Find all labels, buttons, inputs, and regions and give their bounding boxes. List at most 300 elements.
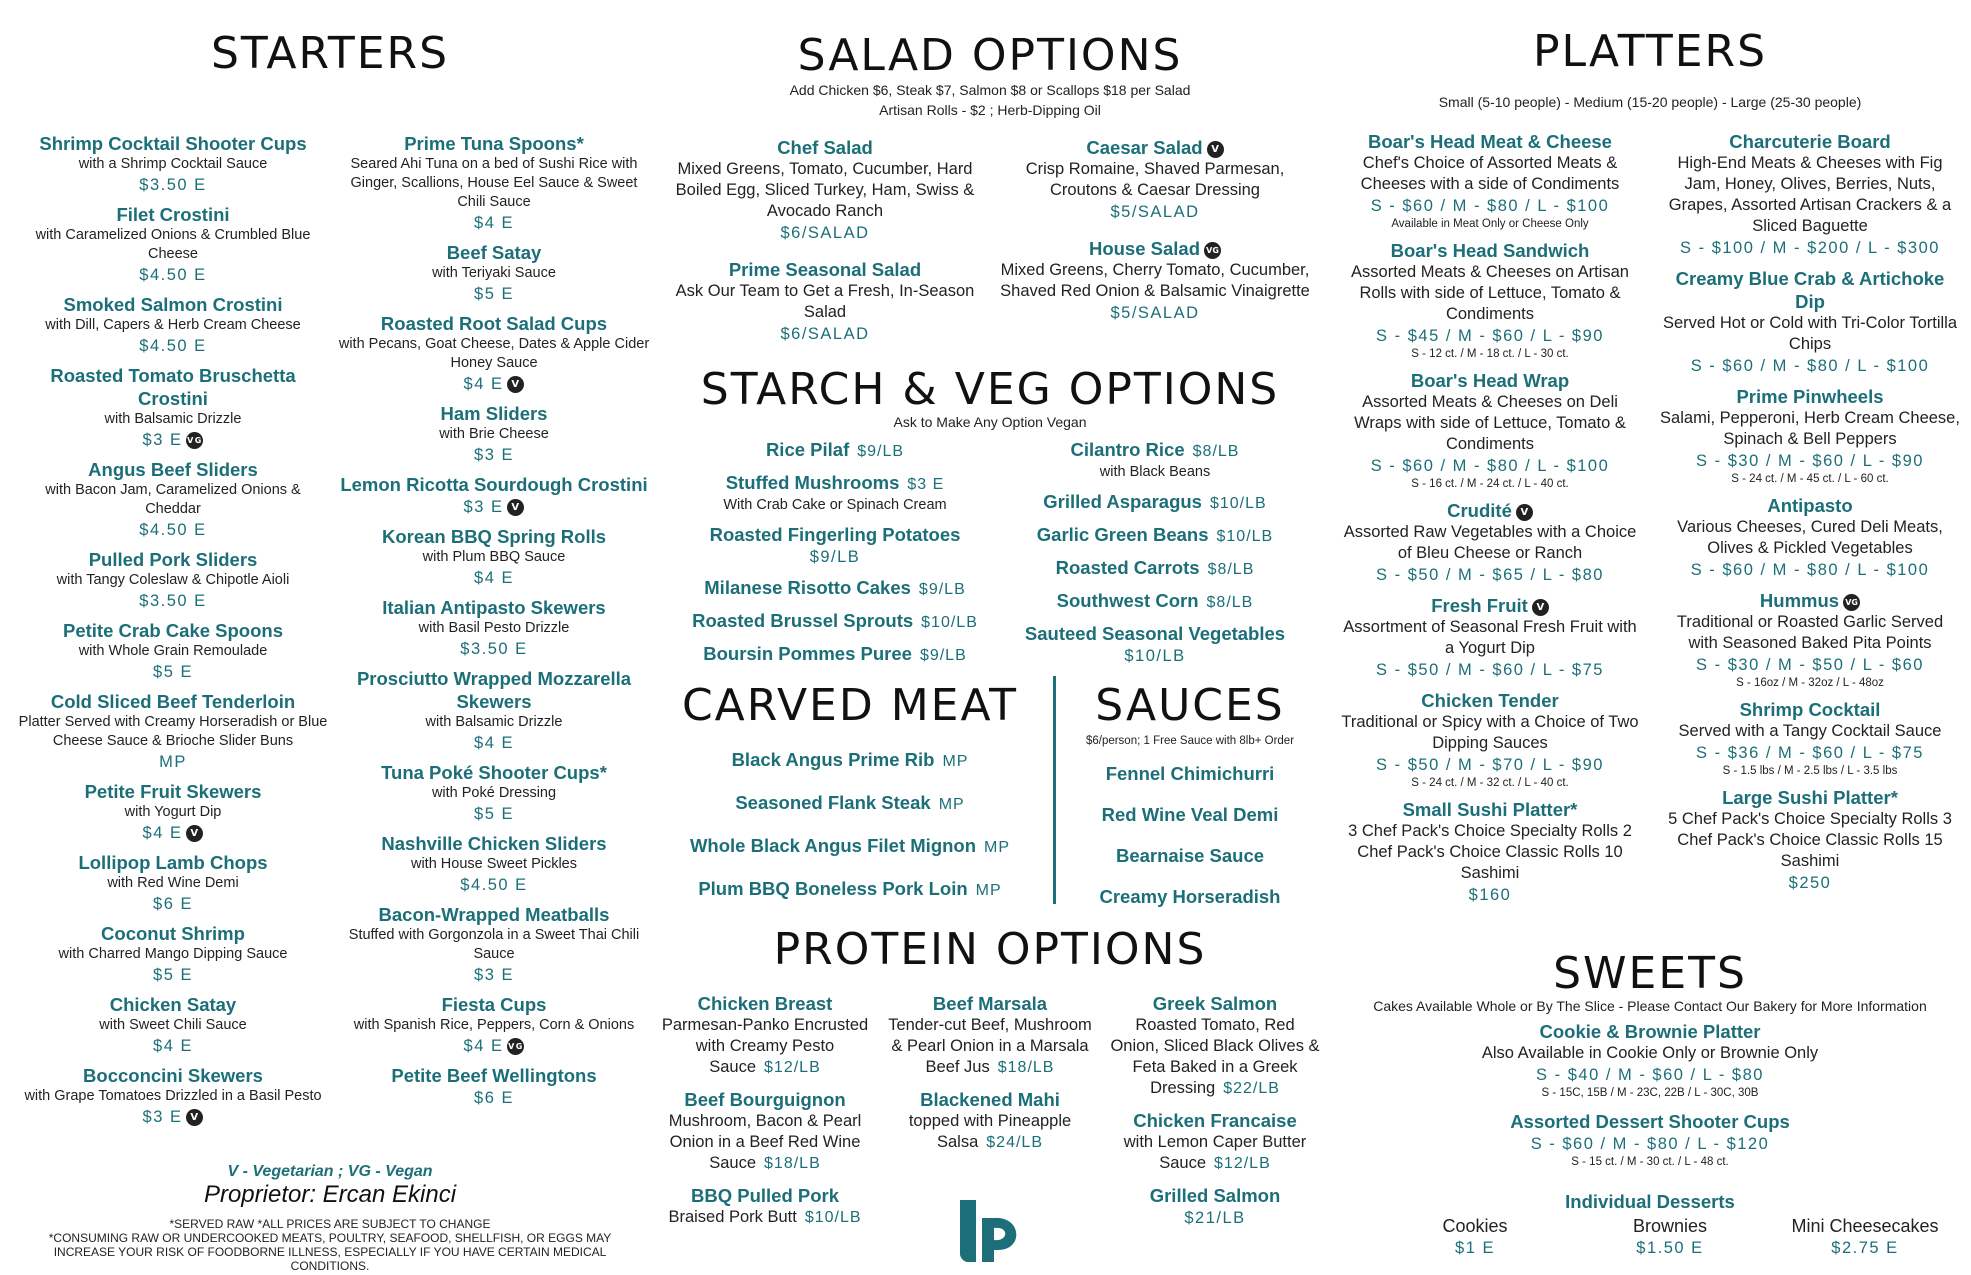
- menu-item: [1000, 136, 1310, 223]
- platter-item: [1340, 130, 1640, 231]
- item-price: MP: [975, 882, 1002, 899]
- item-price: $5 E: [474, 805, 514, 823]
- menu-item: [18, 1064, 328, 1128]
- item-name: Beef Bourguignon: [684, 1089, 846, 1110]
- item-description: Parmesan-Panko Encrusted with Creamy Pesto Sauce $12/LB: [661, 1016, 869, 1076]
- item-description: Assorted Meats & Cheeses on Artisan Rolls with side of Lettuce, Tomato & Condiments: [1351, 263, 1629, 323]
- sauce-item: Red Wine Veal Demi: [1101, 804, 1279, 825]
- item-price: $10/LB: [921, 614, 978, 631]
- item-name: Greek Salmon: [1152, 993, 1278, 1014]
- menu-item: [885, 1088, 1095, 1153]
- item-name: Brownies: [1632, 1216, 1708, 1236]
- item-price: $5 E: [153, 663, 193, 681]
- item-description: Seared Ahi Tuna on a bed of Sushi Rice with Ginger, Scallions, House Eel Sauce & Sweet Chili Sauce: [350, 156, 638, 210]
- item-name: Lollipop Lamb Chops: [78, 852, 268, 873]
- item-price: $4 E: [474, 569, 514, 587]
- item-note: S - 24 ct. / M - 45 ct. / L - 60 ct.: [1731, 473, 1889, 485]
- starch-title: STARCH & VEG OPTIONS: [700, 364, 1280, 415]
- item-description: with Dill, Capers & Herb Cream Cheese: [45, 317, 301, 333]
- item-description: with Basil Pesto Drizzle: [418, 620, 570, 636]
- menu-item: [1000, 556, 1310, 581]
- item-name: Stuffed Mushrooms $3 E: [725, 472, 945, 493]
- brand-logo: [954, 1196, 1028, 1266]
- item-description: Braised Pork Butt $10/LB: [668, 1208, 862, 1226]
- item-price: $4.50 E: [139, 337, 207, 355]
- item-name: Roasted Fingerling Potatoes: [709, 524, 961, 545]
- menu-item: [1000, 523, 1310, 548]
- item-price: $9/LB: [918, 581, 966, 598]
- carved-list: [660, 748, 1040, 920]
- sauce-list: [1060, 762, 1320, 926]
- starch-left-column: [670, 438, 1000, 675]
- item-price: $3 E V: [18, 1106, 328, 1128]
- sweets-subtitle: Cakes Available Whole or By The Slice - Please Contact Our Bakery for More Information: [1373, 998, 1927, 1014]
- item-name: Caesar Salad V: [1000, 136, 1310, 159]
- item-note: S - 15C, 15B / M - 23C, 22B / L - 30C, 30B: [1541, 1087, 1759, 1099]
- item-name: Tuna Poké Shooter Cups*: [381, 762, 607, 783]
- item-name: Petite Beef Wellingtons: [391, 1065, 597, 1086]
- item-note: S - 15 ct. / M - 30 ct. / L - 48 ct.: [1571, 1156, 1729, 1168]
- menu-item: [338, 312, 650, 395]
- platter-item: [1340, 594, 1640, 681]
- item-price: S - $60 / M - $80 / L - $100: [1690, 357, 1930, 375]
- item-price: $9/LB: [919, 647, 967, 664]
- menu-item: [338, 241, 650, 305]
- item-name: Black Angus Prime Rib MP: [731, 749, 969, 770]
- item-price: $3 E: [474, 446, 514, 464]
- item-name: Southwest Corn $8/LB: [1056, 590, 1254, 611]
- sauce-item: Fennel Chimichurri: [1105, 763, 1275, 784]
- item-price: $5/SALAD: [1110, 304, 1200, 322]
- item-name: Antipasto: [1767, 495, 1853, 516]
- salad-rolls: Artisan Rolls - $2 ; Herb-Dipping Oil: [879, 102, 1101, 118]
- menu-item: [670, 438, 1000, 463]
- menu-item: [18, 619, 328, 683]
- item-name: Boar's Head Wrap: [1410, 370, 1570, 391]
- menu-item: [885, 992, 1095, 1078]
- item-price: $12/LB: [1214, 1155, 1271, 1172]
- item-name: Crudité V: [1340, 499, 1640, 522]
- item-description: with Red Wine Demi: [107, 875, 239, 891]
- item-price: $10/LB: [804, 1209, 862, 1226]
- platters-subtitle: Small (5-10 people) - Medium (15-20 people) - Large (25-30 people): [1438, 94, 1862, 110]
- item-description: with Tangy Coleslaw & Chipotle Aioli: [56, 572, 290, 588]
- platters-left-column: [1340, 130, 1640, 914]
- item-name: Prosciutto Wrapped Mozzarella Skewers: [356, 668, 632, 712]
- item-price: $160: [1468, 886, 1512, 904]
- item-description: with Sweet Chili Sauce: [99, 1017, 247, 1033]
- item-name: Bacon-Wrapped Meatballs: [378, 904, 610, 925]
- item-description: Assortment of Seasonal Fresh Fruit with a Yogurt Dip: [1343, 618, 1637, 657]
- menu-item: [338, 667, 650, 754]
- menu-item: [670, 136, 980, 244]
- menu-item: [1000, 622, 1310, 667]
- item-description: with Bacon Jam, Caramelized Onions & Cheddar: [45, 482, 301, 517]
- item-name: Charcuterie Board: [1729, 131, 1891, 152]
- vegan-icon: VG: [507, 1038, 524, 1055]
- item-name: Fiesta Cups: [441, 994, 547, 1015]
- item-name: Ham Sliders: [440, 403, 548, 424]
- item-note: S - 12 ct. / M - 18 ct. / L - 30 ct.: [1411, 348, 1569, 360]
- item-name: Beef Marsala: [932, 993, 1048, 1014]
- platter-item: [1660, 494, 1960, 581]
- individual-desserts-title: Individual Desserts: [1565, 1191, 1735, 1212]
- item-price: $3.50 E: [139, 176, 207, 194]
- item-description: with Pecans, Goat Cheese, Dates & Apple Cider Honey Sauce: [338, 336, 650, 371]
- item-description: with Whole Grain Remoulade: [78, 643, 268, 659]
- item-name: Cold Sliced Beef Tenderloin: [50, 691, 296, 712]
- carved-title: CARVED MEAT: [681, 680, 1019, 731]
- menu-item: [1000, 438, 1310, 482]
- item-price: MP: [159, 753, 187, 771]
- menu-item: [338, 596, 650, 660]
- menu-item: [670, 471, 1000, 515]
- menu-item: [670, 609, 1000, 634]
- item-price: $4 E V: [338, 373, 650, 395]
- vegan-icon: VG: [1843, 594, 1860, 611]
- individual-desserts: [1390, 1216, 1950, 1271]
- item-price: $4 E V: [18, 822, 328, 844]
- platter-item: [1340, 499, 1640, 586]
- item-description: Served with a Tangy Cocktail Sauce: [1678, 722, 1942, 740]
- item-name: Beef Satay: [446, 242, 542, 263]
- item-description: with Lemon Caper Butter Sauce $12/LB: [1123, 1133, 1307, 1172]
- item-description: topped with Pineapple Salsa $24/LB: [908, 1112, 1072, 1151]
- menu-item: [18, 293, 328, 357]
- item-name: Small Sushi Platter*: [1402, 799, 1578, 820]
- platter-item: [1340, 798, 1640, 906]
- item-name: Cookie & Brownie Platter: [1539, 1021, 1761, 1042]
- menu-item: [338, 993, 650, 1057]
- menu-item: [18, 548, 328, 612]
- item-price: $6 E: [474, 1089, 514, 1107]
- item-description: Traditional or Spicy with a Choice of Two Dipping Sauces: [1341, 713, 1639, 752]
- item-note: S - 1.5 lbs / M - 2.5 lbs / L - 3.5 lbs: [1722, 765, 1898, 777]
- menu-item: [338, 402, 650, 466]
- menu-item: [338, 132, 650, 234]
- item-note: Available in Meat Only or Cheese Only: [1391, 218, 1589, 230]
- item-name: Garlic Green Beans $10/LB: [1036, 524, 1274, 545]
- item-price: S - $60 / M - $80 / L - $100: [1370, 457, 1610, 475]
- item-price: $250: [1788, 874, 1832, 892]
- item-name: Chef Salad: [777, 137, 873, 158]
- item-note: S - 24 ct. / M - 32 ct. / L - 40 ct.: [1411, 777, 1569, 789]
- vegan-icon: VG: [1204, 242, 1221, 259]
- item-price: $8/LB: [1206, 594, 1254, 611]
- item-description: 5 Chef Pack's Choice Specialty Rolls 3 Chef Pack's Choice Classic Rolls 15 Sashimi: [1668, 810, 1952, 870]
- item-description: 3 Chef Pack's Choice Specialty Rolls 2 Chef Pack's Choice Classic Rolls 10 Sashimi: [1348, 822, 1632, 882]
- item-price: $24/LB: [986, 1134, 1043, 1151]
- item-price: $2.75 E: [1831, 1239, 1899, 1257]
- menu-item: [1110, 992, 1320, 1099]
- vegetarian-icon: V: [1516, 504, 1533, 521]
- item-price: MP: [938, 796, 965, 813]
- item-price: S - $45 / M - $60 / L - $90: [1376, 327, 1604, 345]
- item-description: Mixed Greens, Cherry Tomato, Cucumber, Shaved Red Onion & Balsamic Vinaigrette: [1000, 261, 1310, 300]
- carved-item: [660, 834, 1040, 859]
- item-name: Chicken Tender: [1421, 690, 1559, 711]
- item-price: $3.50 E: [460, 640, 528, 658]
- menu-item: [338, 761, 650, 825]
- item-name: Chicken Francaise: [1133, 1110, 1297, 1131]
- platter-item: [1340, 369, 1640, 491]
- item-name: Milanese Risotto Cakes $9/LB: [704, 577, 966, 598]
- item-name: Chicken Breast: [697, 993, 833, 1014]
- starters-right-column: [338, 132, 650, 1116]
- item-name: Prime Seasonal Salad: [728, 259, 922, 280]
- item-description: with Brie Cheese: [439, 426, 549, 442]
- item-price: $6 E: [153, 895, 193, 913]
- protein-column: [660, 992, 870, 1239]
- starters-title: STARTERS: [210, 28, 450, 79]
- vegetarian-icon: V: [186, 1109, 203, 1126]
- menu-item: [18, 993, 328, 1057]
- sauce-item: Creamy Horseradish: [1099, 886, 1281, 907]
- item-price: $18/LB: [997, 1059, 1055, 1076]
- dessert-item: [1780, 1216, 1950, 1259]
- carved-item: [660, 748, 1040, 773]
- item-name: Petite Fruit Skewers: [84, 781, 262, 802]
- item-name: Lemon Ricotta Sourdough Crostini: [340, 474, 648, 495]
- vegetarian-icon: V: [186, 825, 203, 842]
- item-price: $9/LB: [857, 443, 905, 460]
- served-raw-note: *SERVED RAW *ALL PRICES ARE SUBJECT TO CHANGE: [169, 1217, 491, 1231]
- item-price: S - $30 / M - $60 / L - $90: [1696, 452, 1924, 470]
- item-price: MP: [984, 839, 1011, 856]
- item-description: Tender-cut Beef, Mushroom & Pearl Onion in a Marsala Beef Jus $18/LB: [888, 1016, 1092, 1076]
- menu-item: [18, 780, 328, 844]
- menu-item: [1000, 237, 1310, 324]
- item-description: with Yogurt Dip: [124, 804, 222, 820]
- item-name: Cookies: [1442, 1216, 1508, 1236]
- item-description: Chef's Choice of Assorted Meats & Cheeses with a side of Condiments: [1360, 154, 1620, 193]
- carved-item: [660, 877, 1040, 902]
- item-name: Roasted Root Salad Cups: [380, 313, 608, 334]
- item-description: with Teriyaki Sauce: [432, 265, 556, 281]
- item-name: Hummus VG: [1660, 589, 1960, 612]
- item-name: Cilantro Rice $8/LB: [1070, 439, 1240, 460]
- menu-item: [18, 922, 328, 986]
- item-name: Creamy Blue Crab & Artichoke Dip: [1675, 268, 1945, 312]
- item-name: Plum BBQ Boneless Pork Loin MP: [698, 878, 1002, 899]
- item-price: $4.50 E: [139, 266, 207, 284]
- item-description: Salami, Pepperoni, Herb Cream Cheese, Spinach & Bell Peppers: [1660, 409, 1960, 448]
- item-price: $8/LB: [1192, 443, 1240, 460]
- vegetarian-icon: V: [507, 499, 524, 516]
- consumer-advisory: *CONSUMING RAW OR UNDERCOOKED MEATS, POULTRY, SEAFOOD, SHELLFISH, OR EGGS MAY INCREASE YOUR RISK OF FOODBORNE ILLNESS, ESPECIALLY IF YOU HAVE CERTAIN MEDICAL CONDITIONS.: [48, 1231, 612, 1273]
- menu-item: [18, 690, 328, 773]
- item-name: BBQ Pulled Pork: [690, 1185, 840, 1206]
- menu-item: [338, 832, 650, 896]
- item-description: with House Sweet Pickles: [410, 856, 577, 872]
- item-name: Korean BBQ Spring Rolls: [381, 526, 607, 547]
- item-name: Coconut Shrimp: [101, 923, 245, 944]
- menu-item: [338, 903, 650, 986]
- item-price: $10/LB: [1124, 647, 1186, 665]
- item-name: Sauteed Seasonal Vegetables: [1024, 623, 1286, 644]
- item-price: S - $100 / M - $200 / L - $300: [1680, 239, 1940, 257]
- item-description: With Crab Cake or Spinach Cream: [723, 497, 947, 513]
- item-name: Nashville Chicken Sliders: [381, 833, 607, 854]
- menu-item: [1110, 1109, 1320, 1174]
- item-description: with Black Beans: [1099, 464, 1211, 480]
- item-price: $3 E V: [338, 496, 650, 518]
- item-name: Boar's Head Sandwich: [1390, 240, 1590, 261]
- sweet-item: [1330, 1020, 1970, 1100]
- dessert-item: [1390, 1216, 1560, 1259]
- item-price: $8/LB: [1207, 561, 1255, 578]
- salad-left-column: [670, 136, 980, 359]
- item-price: $5/SALAD: [1110, 203, 1200, 221]
- menu-item: [18, 851, 328, 915]
- item-name: Grilled Salmon: [1149, 1185, 1281, 1206]
- menu-item: [1000, 490, 1310, 515]
- item-price: $3.50 E: [139, 592, 207, 610]
- item-name: Roasted Tomato Bruschetta Crostini: [50, 365, 296, 409]
- salad-title: SALAD OPTIONS: [797, 30, 1183, 81]
- item-name: Assorted Dessert Shooter Cups: [1510, 1111, 1790, 1132]
- item-description: Assorted Raw Vegetables with a Choice of Bleu Cheese or Ranch: [1343, 523, 1637, 562]
- item-price: $1.50 E: [1636, 1239, 1704, 1257]
- menu-item: [338, 1064, 650, 1109]
- platters-right-column: [1660, 130, 1960, 902]
- menu-item: [660, 992, 870, 1078]
- menu-item: [18, 364, 328, 451]
- item-price: $3 E: [474, 966, 514, 984]
- item-name: Italian Antipasto Skewers: [382, 597, 606, 618]
- item-price: MP: [942, 753, 969, 770]
- sauce-item: Bearnaise Sauce: [1115, 845, 1265, 866]
- item-name: Smoked Salmon Crostini: [63, 294, 283, 315]
- vegetarian-icon: V: [507, 376, 524, 393]
- item-name: Roasted Carrots $8/LB: [1055, 557, 1255, 578]
- item-price: $5 E: [153, 966, 193, 984]
- item-price: S - $30 / M - $50 / L - $60: [1696, 656, 1924, 674]
- item-price: $9/LB: [809, 548, 861, 566]
- protein-title: PROTEIN OPTIONS: [773, 924, 1207, 975]
- item-price: $5 E: [474, 285, 514, 303]
- item-price: $4 E VG: [463, 1037, 524, 1055]
- menu-item: [1000, 589, 1310, 614]
- menu-item: [18, 203, 328, 286]
- item-price: $6/SALAD: [780, 224, 870, 242]
- item-description: Stuffed with Gorgonzola in a Sweet Thai Chili Sauce: [348, 927, 640, 962]
- item-price: $4 E: [153, 1037, 193, 1055]
- item-name: Petite Crab Cake Spoons: [62, 620, 283, 641]
- platter-item: [1660, 385, 1960, 486]
- item-note: S - 16 ct. / M - 24 ct. / L - 40 ct.: [1411, 478, 1569, 490]
- item-name: Large Sushi Platter*: [1722, 787, 1898, 808]
- item-price: $22/LB: [1223, 1080, 1280, 1097]
- item-price: $3 E: [907, 476, 945, 493]
- menu-item: [18, 132, 328, 196]
- menu-item: [338, 525, 650, 589]
- item-name: Pulled Pork Sliders: [88, 549, 258, 570]
- item-name: Boursin Pommes Puree $9/LB: [703, 643, 967, 664]
- sweets-title: SWEETS: [1553, 948, 1747, 999]
- item-description: Various Cheeses, Cured Deli Meats, Olives & Pickled Vegetables: [1677, 518, 1943, 557]
- item-price: $1 E: [1455, 1239, 1495, 1257]
- item-description: with Charred Mango Dipping Sauce: [58, 946, 288, 962]
- item-description: Roasted Tomato, Red Onion, Sliced Black Olives & Feta Baked in a Greek Dressing $22/LB: [1110, 1016, 1320, 1097]
- item-description: High-End Meats & Cheeses with Fig Jam, Honey, Olives, Berries, Nuts, Grapes, Assorted Artisan Crackers & a Sliced Baguette: [1668, 154, 1952, 235]
- item-name: Angus Beef Sliders: [88, 459, 258, 480]
- item-price: $4 E: [474, 734, 514, 752]
- item-description: with Grape Tomatoes Drizzled in a Basil Pesto: [24, 1088, 322, 1104]
- proprietor-line: Proprietor: Ercan Ekinci: [203, 1181, 457, 1208]
- item-name: Seasoned Flank Steak MP: [735, 792, 965, 813]
- item-price: $18/LB: [764, 1155, 821, 1172]
- platter-item: [1660, 589, 1960, 690]
- item-price: $12/LB: [764, 1059, 821, 1076]
- item-description: Mushroom, Bacon & Pearl Onion in a Beef Red Wine Sauce $18/LB: [668, 1112, 862, 1172]
- menu-item: [18, 458, 328, 541]
- item-description: Assorted Meats & Cheeses on Deli Wraps with side of Lettuce, Tomato & Condiments: [1354, 393, 1626, 453]
- item-price: S - $36 / M - $60 / L - $75: [1696, 744, 1924, 762]
- item-description: Ask Our Team to Get a Fresh, In-Season Salad: [675, 282, 975, 321]
- platter-item: [1660, 698, 1960, 778]
- item-description: with Poké Dressing: [431, 785, 557, 801]
- item-name: Roasted Brussel Sprouts $10/LB: [692, 610, 978, 631]
- carved-item: [660, 791, 1040, 816]
- menu-item: [1110, 1184, 1320, 1229]
- item-name: Prime Tuna Spoons*: [404, 133, 584, 154]
- salad-addons: Add Chicken $6, Steak $7, Salmon $8 or Scallops $18 per Salad: [789, 82, 1191, 98]
- menu-item: [670, 642, 1000, 667]
- platter-item: [1340, 239, 1640, 361]
- platter-item: [1660, 267, 1960, 377]
- item-description: Traditional or Roasted Garlic Served with Seasoned Baked Pita Points: [1676, 613, 1944, 652]
- item-price: $4.50 E: [460, 876, 528, 894]
- salad-right-column: [1000, 136, 1310, 338]
- item-name: Filet Crostini: [116, 204, 230, 225]
- sauces-subtitle: $6/person; 1 Free Sauce with 8lb+ Order: [1085, 735, 1295, 747]
- item-description: with Caramelized Onions & Crumbled Blue Cheese: [35, 227, 311, 262]
- item-name: Bocconcini Skewers: [83, 1065, 263, 1086]
- item-price: $4 E: [474, 214, 514, 232]
- item-name: Whole Black Angus Filet Mignon MP: [689, 835, 1011, 856]
- item-name: Mini Cheesecakes: [1791, 1216, 1939, 1236]
- menu-item: [660, 1088, 870, 1174]
- sauces-title: SAUCES: [1095, 680, 1285, 731]
- item-name: Prime Pinwheels: [1736, 386, 1884, 407]
- menu-item: [670, 523, 1000, 568]
- item-price: $4.50 E: [139, 521, 207, 539]
- item-name: Fresh Fruit V: [1340, 594, 1640, 617]
- item-price: S - $40 / M - $60 / L - $80: [1536, 1066, 1764, 1084]
- item-price: S - $60 / M - $80 / L - $100: [1370, 197, 1610, 215]
- item-price: S - $60 / M - $80 / L - $120: [1530, 1135, 1770, 1153]
- starters-left-column: [18, 132, 328, 1135]
- item-price: $6/SALAD: [780, 325, 870, 343]
- platters-title: PLATTERS: [1532, 26, 1768, 77]
- item-name: Blackened Mahi: [920, 1089, 1060, 1110]
- sweets-list: [1330, 1020, 1970, 1179]
- item-name: Chicken Satay: [109, 994, 237, 1015]
- item-price: $10/LB: [1209, 495, 1267, 512]
- menu-item: [670, 576, 1000, 601]
- dessert-item: [1585, 1216, 1755, 1259]
- menu-item: [338, 473, 650, 518]
- vegetarian-icon: V: [1207, 141, 1224, 158]
- item-description: with Spanish Rice, Peppers, Corn & Onions: [353, 1017, 635, 1033]
- menu-item: [670, 258, 980, 345]
- item-description: Platter Served with Creamy Horseradish or Blue Cheese Sauce & Brioche Slider Buns: [18, 714, 328, 749]
- protein-column: [1110, 992, 1320, 1239]
- item-price: $21/LB: [1184, 1209, 1246, 1227]
- carved-sauces-divider: [1053, 676, 1056, 904]
- starch-right-column: [1000, 438, 1310, 675]
